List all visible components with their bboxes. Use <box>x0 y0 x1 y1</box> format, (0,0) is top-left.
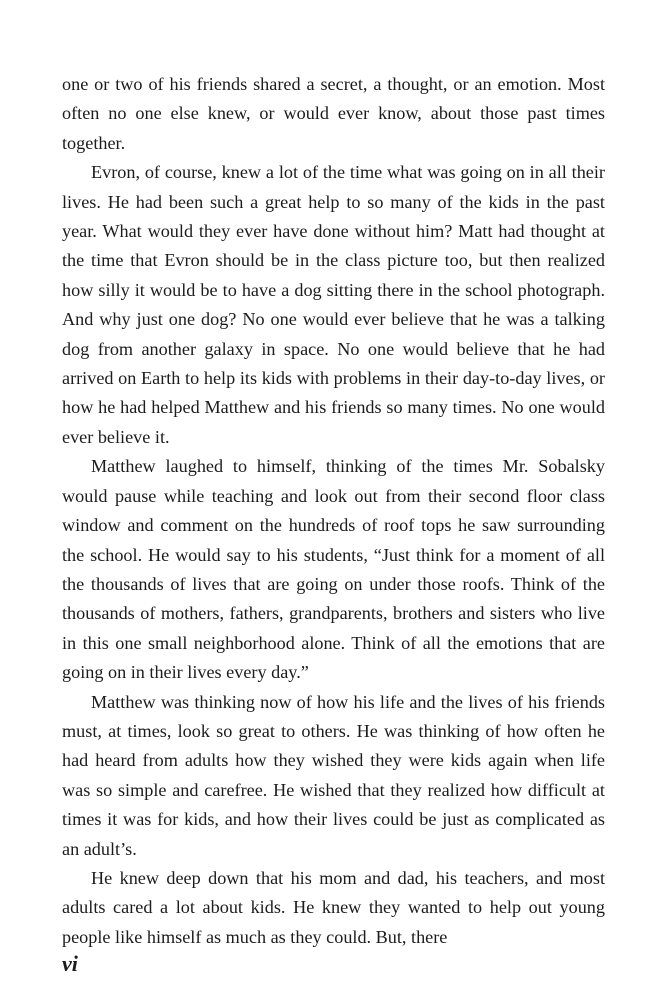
paragraph-1: one or two of his friends shared a secret, a thought, or an emotion. Most often no one else knew, or would ever know, about those past times together. <box>62 74 605 153</box>
paragraph-5: He knew deep down that his mom and dad, his teachers, and most adults cared a lot about kids. He knew they wanted to help out young people like himself as much as they could. But, there <box>62 867 605 947</box>
page-number: vi <box>62 951 78 976</box>
page-body <box>62 70 605 952</box>
paragraph-4: Matthew was thinking now of how his life and the lives of his friends must, at times, look so great to others. He was thinking of how often he had heard from adults how they wished they were kids again when life was so simple and carefree. He wished that they realized how difficult at times it was for kids, and how their lives could be just as complicated as an adult’s. <box>62 691 605 859</box>
paragraph-3: Matthew laughed to himself, thinking of the times Mr. Sobalsky would pause while teaching and look out from their second floor class window and comment on the hundreds of roof tops he saw surrounding the school. He would say to his students, “Just think for a moment of all the thousands of lives that are going on under those roofs. Think of the thousands of mothers, fathers, grandparents, brothers and sisters who live in this one small neighborhood alone. Think of all the emotions that are going on in their lives every day.” <box>62 456 605 683</box>
paragraph-2: Evron, of course, knew a lot of the time what was going on in all their lives. He had been such a great help to so many of the kids in the past year. What would they ever have done without him? Matt had thought at the time that Evron should be in the class picture too, but then realized how silly it would be to have a dog sitting there in the school photograph. And why just one dog? No one would ever believe that he was a talking dog from another galaxy in space. No one would believe that he had arrived on Earth to help its kids with problems in their day-to-day lives, or how he had helped Matthew and his friends so many times. No one would ever believe it. <box>62 162 605 447</box>
